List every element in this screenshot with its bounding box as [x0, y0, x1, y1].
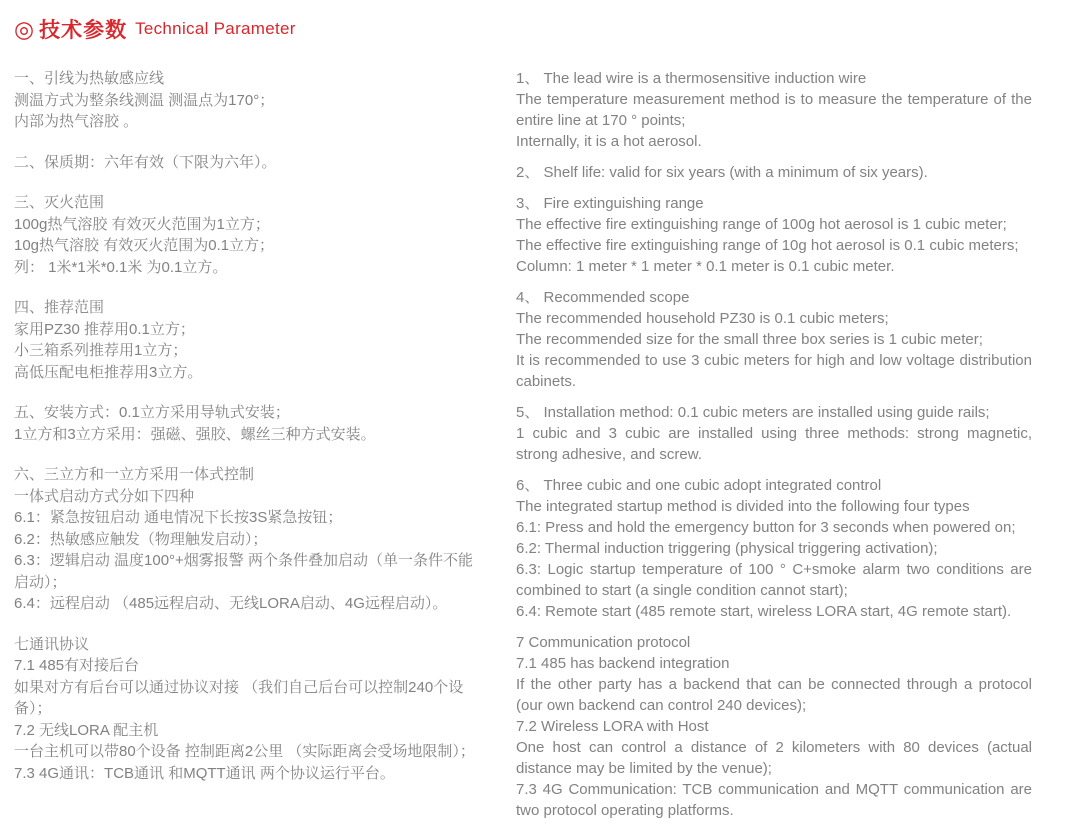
- text-line: If the other party has a backend that can be connected through a protocol (our own backend can control 240 devices);: [516, 676, 1032, 714]
- bullseye-icon: ◎: [14, 15, 35, 42]
- text-line: The recommended household PZ30 is 0.1 cubic meters;: [516, 310, 889, 327]
- page-title-zh: 技术参数: [39, 19, 128, 42]
- paragraph: [14, 402, 476, 445]
- paragraph: [14, 152, 476, 174]
- text-line: 一台主机可以带80个设备 控制距离2公里 （实际距离会受场地限制）；: [14, 743, 475, 760]
- text-line: 内部为热气溶胶 。: [14, 113, 139, 130]
- text-line: 6.4: Remote start (485 remote start, wireless LORA start, 4G remote start).: [516, 603, 1012, 620]
- text-line: 6.1：紧急按钮启动 通电情况下长按3S紧急按钮；: [14, 509, 343, 526]
- text-line: 7.2 Wireless LORA with Host: [516, 718, 709, 735]
- paragraph: [14, 634, 476, 785]
- text-line: 1、 The lead wire is a thermosensitive induction wire: [516, 70, 867, 87]
- text-line: The temperature measurement method is to measure the temperature of the entire line at 170 ° points;: [516, 91, 1032, 129]
- text-line: 100g热气溶胶 有效灭火范围为1立方；: [14, 215, 270, 233]
- text-line: 6.4：远程启动 （485远程启动、无线LORA启动、4G远程启动）。: [14, 595, 448, 612]
- text-line: One host can control a distance of 2 kilometers with 80 devices (actual distance may be limited by the venue);: [516, 739, 1032, 777]
- page-title-en: Technical Parameter: [135, 19, 296, 38]
- text-line: 一体式启动方式分如下四种: [14, 487, 195, 505]
- text-line: 6、 Three cubic and one cubic adopt integrated control: [516, 477, 882, 494]
- text-line: 4、 Recommended scope: [516, 289, 690, 306]
- text-line: 7.2 无线LORA 配主机: [14, 721, 159, 739]
- content-columns: [14, 68, 1032, 831]
- text-line: 6.1: Press and hold the emergency button for 3 seconds when powered on;: [516, 519, 1016, 536]
- text-line: 六、三立方和一立方采用一体式控制: [14, 466, 255, 483]
- text-line: Column: 1 meter * 1 meter * 0.1 meter is 0.1 cubic meter.: [516, 258, 895, 275]
- text-line: 列： 1米*1米*0.1米 为0.1立方。: [14, 258, 228, 276]
- text-line: 三、灭火范围: [14, 194, 105, 211]
- text-line: 6.2: Thermal induction triggering (physical triggering activation);: [516, 540, 938, 557]
- text-line: The recommended size for the small three box series is 1 cubic meter;: [516, 331, 983, 348]
- paragraph: [516, 162, 1032, 183]
- text-line: 7.3 4G通讯：TCB通讯 和MQTT通讯 两个协议运行平台。: [14, 764, 395, 782]
- text-line: 测温方式为整条线测温 测温点为170°；: [14, 91, 275, 109]
- page-title: [14, 14, 1032, 44]
- text-line: 6.2：热敏感应触发（物理触发启动）；: [14, 530, 268, 548]
- text-line: The integrated startup method is divided into the following four types: [516, 498, 970, 515]
- text-line: 七通讯协议: [14, 635, 90, 653]
- text-line: 2、 Shelf life: valid for six years (with a minimum of six years).: [516, 164, 928, 181]
- text-line: 二、保质期：六年有效（下限为六年）。: [14, 153, 277, 171]
- text-line: 3、 Fire extinguishing range: [516, 195, 704, 212]
- text-line: 1立方和3立方采用：强磁、强胶、螺丝三种方式安装。: [14, 425, 376, 443]
- text-line: Internally, it is a hot aerosol.: [516, 133, 702, 150]
- paragraph: [516, 632, 1032, 821]
- paragraph: [516, 402, 1032, 465]
- english-column: [516, 68, 1032, 831]
- text-line: 7.1 485有对接后台: [14, 657, 140, 674]
- text-line: 家用PZ30 推荐用0.1立方；: [14, 320, 195, 338]
- text-line: 高低压配电柜推荐用3立方。: [14, 363, 203, 381]
- text-line: The effective fire extinguishing range of 100g hot aerosol is 1 cubic meter;: [516, 216, 1007, 233]
- paragraph: [516, 475, 1032, 622]
- text-line: 一、引线为热敏感应线: [14, 70, 165, 87]
- text-line: It is recommended to use 3 cubic meters for high and low voltage distribution cabinets.: [516, 352, 1032, 390]
- paragraph: [14, 68, 476, 133]
- text-line: 5、 Installation method: 0.1 cubic meters are installed using guide rails;: [516, 404, 990, 421]
- text-line: 10g热气溶胶 有效灭火范围为0.1立方；: [14, 237, 275, 254]
- paragraph: [14, 297, 476, 383]
- text-line: 6.3：逻辑启动 温度100°+烟雾报警 两个条件叠加启动（单一条件不能启动）；: [14, 552, 473, 591]
- chinese-column: [14, 68, 476, 784]
- text-line: 小三箱系列推荐用1立方；: [14, 342, 188, 359]
- paragraph: [14, 464, 476, 615]
- text-line: 五、安装方式：0.1立方采用导轨式安装；: [14, 404, 290, 421]
- text-line: 7.1 485 has backend integration: [516, 655, 730, 672]
- paragraph: [516, 68, 1032, 152]
- text-line: 1 cubic and 3 cubic are installed using three methods: strong magnetic, strong adhesive, and screw.: [516, 425, 1032, 463]
- text-line: 7 Communication protocol: [516, 634, 691, 651]
- text-line: 如果对方有后台可以通过协议对接 （我们自己后台可以控制240个设备）；: [14, 678, 464, 717]
- text-line: 6.3: Logic startup temperature of 100 ° C+smoke alarm two conditions are combined to start (a single condition cannot start);: [516, 561, 1032, 599]
- text-line: 四、推荐范围: [14, 299, 105, 316]
- text-line: The effective fire extinguishing range of 10g hot aerosol is 0.1 cubic meters;: [516, 237, 1019, 254]
- paragraph: [14, 192, 476, 278]
- text-line: 7.3 4G Communication: TCB communication and MQTT communication are two protocol operating platforms.: [516, 781, 1032, 819]
- paragraph: [516, 193, 1032, 277]
- paragraph: [516, 287, 1032, 392]
